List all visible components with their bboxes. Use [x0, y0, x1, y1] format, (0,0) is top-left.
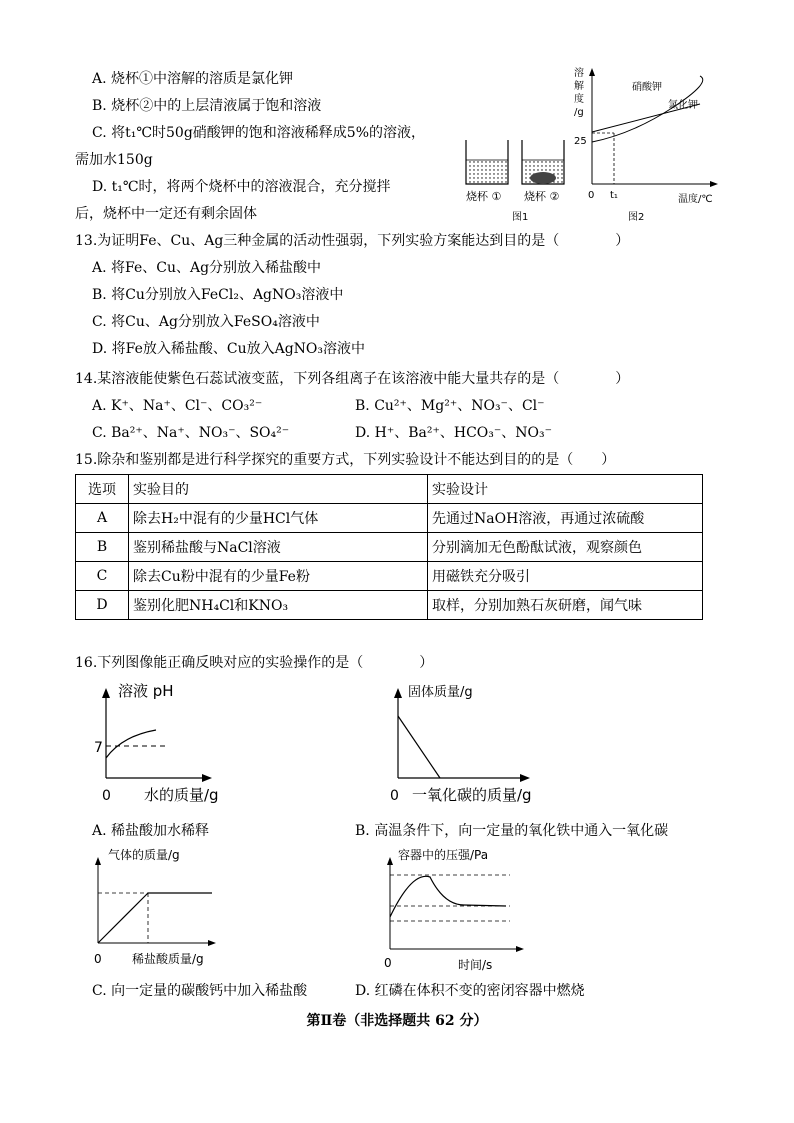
q13-option-d: D. 将Fe放入稀盐酸、Cu放入AgNO₃溶液中	[92, 341, 365, 357]
graph-a-caption: A. 稀盐酸加水稀释	[92, 823, 210, 839]
row-d-option: D	[76, 591, 129, 620]
graph-d-ylabel: 容器中的压强/Pa	[398, 848, 489, 862]
graph-c-rising-line	[98, 893, 148, 943]
beaker-2	[522, 140, 564, 184]
table-row	[76, 562, 703, 591]
row-c-purpose: 除去Cu粉中混有的少量Fe粉	[129, 562, 428, 591]
q13-option-b: B. 将Cu分别放入FeCl₂、AgNO₃溶液中	[92, 287, 344, 303]
graph-a-ph-dilution	[92, 680, 242, 808]
graph-a-xlabel: 水的质量/g	[144, 786, 219, 804]
graph-d-caption: D. 红磷在体积不变的密闭容器中燃烧	[355, 983, 585, 999]
q15-experiment-table	[75, 474, 703, 620]
q14-option-d: D. H⁺、Ba²⁺、HCO₃⁻、NO₃⁻	[355, 425, 552, 441]
graph-d-xlabel: 时间/s	[458, 958, 493, 972]
graph-a-ylabel: 溶液 pH	[118, 682, 174, 700]
row-a-option: A	[76, 504, 129, 533]
table-row	[76, 591, 703, 620]
q12-option-a: A. 烧杯①中溶解的溶质是氯化钾	[92, 71, 294, 87]
graph-b-line	[398, 716, 440, 778]
q15-stem: 15.除杂和鉴别都是进行科学探究的重要方式，下列实验设计不能达到目的的是（ ）	[75, 452, 616, 468]
table-header-row	[76, 475, 703, 504]
table-row	[76, 504, 703, 533]
q12-option-c-line1: C. 将t₁℃时50g硝酸钾的饱和溶液稀释成5%的溶液，	[92, 125, 425, 141]
q12-option-c-line2: 需加水150g	[75, 152, 153, 168]
q14-option-a: A. K⁺、Na⁺、Cl⁻、CO₃²⁻	[92, 398, 263, 414]
fig2-t1: t₁	[610, 190, 618, 201]
q16-stem: 16.下列图像能正确反映对应的实验操作的是（ ）	[75, 655, 434, 671]
header-design: 实验设计	[428, 475, 703, 504]
row-b-purpose: 鉴别稀盐酸与NaCl溶液	[129, 533, 428, 562]
fig2-ylabel-2: 解	[574, 81, 584, 92]
q14-option-c: C. Ba²⁺、Na⁺、NO₃⁻、SO₄²⁻	[92, 425, 290, 441]
q13-option-c: C. 将Cu、Ag分别放入FeSO₄溶液中	[92, 314, 320, 330]
header-purpose: 实验目的	[129, 475, 428, 504]
header-option: 选项	[76, 475, 129, 504]
q14-stem: 14.某溶液能使紫色石蕊试液变蓝，下列各组离子在该溶液中能大量共存的是（ ）	[75, 371, 630, 387]
figure-1-beakers	[460, 132, 580, 227]
graph-c-caption: C. 向一定量的碳酸钙中加入稀盐酸	[92, 983, 308, 999]
graph-b-origin: 0	[390, 788, 399, 804]
row-c-option: C	[76, 562, 129, 591]
row-a-design: 先通过NaOH溶液，再通过浓硫酸	[428, 504, 703, 533]
fig2-kcl-label: 氯化钾	[668, 100, 698, 111]
q12-option-d-line1: D. t₁℃时，将两个烧杯中的溶液混合，充分搅拌	[92, 179, 391, 195]
beaker-2-label: 烧杯 ②	[524, 190, 560, 203]
fig2-ylabel-1: 溶	[574, 68, 584, 79]
fig2-ylabel-4: /g	[574, 107, 584, 118]
figure-2-solubility-chart	[572, 64, 722, 224]
row-b-design: 分别滴加无色酚酞试液，观察颜色	[428, 533, 703, 562]
row-d-purpose: 鉴别化肥NH₄Cl和KNO₃	[129, 591, 428, 620]
beaker-1	[466, 140, 508, 184]
graph-c-gas-mass	[88, 845, 218, 970]
graph-a-origin: 0	[102, 788, 111, 804]
fig2-origin: 0	[588, 190, 595, 201]
graph-b-caption: B. 高温条件下，向一定量的氧化铁中通入一氧化碳	[355, 823, 669, 839]
fig2-y25-label: 25	[574, 136, 587, 147]
row-b-option: B	[76, 533, 129, 562]
graph-a-curve	[106, 730, 156, 758]
graph-c-ylabel: 气体的质量/g	[108, 848, 180, 862]
graph-b-solid-mass	[384, 680, 544, 808]
figure-2-caption: 图2	[628, 212, 645, 223]
q14-option-b: B. Cu²⁺、Mg²⁺、NO₃⁻、Cl⁻	[355, 398, 545, 414]
row-c-design: 用磁铁充分吸引	[428, 562, 703, 591]
row-d-design: 取样，分别加熟石灰研磨，闻气味	[428, 591, 703, 620]
fig2-ylabel-3: 度	[574, 94, 584, 105]
q13-option-a: A. 将Fe、Cu、Ag分别放入稀盐酸中	[92, 260, 322, 276]
beaker-1-label: 烧杯 ①	[466, 190, 502, 203]
fig2-xlabel: 温度/℃	[678, 194, 713, 205]
graph-a-y7: 7	[94, 740, 103, 756]
figure-1-caption: 图1	[512, 212, 529, 223]
row-a-purpose: 除去H₂中混有的少量HCl气体	[129, 504, 428, 533]
q12-option-d-line2: 后，烧杯中一定还有剩余固体	[75, 206, 257, 222]
graph-d-pressure	[378, 845, 528, 973]
section-2-title: 第Ⅱ卷（非选择题共 62 分）	[306, 1013, 488, 1029]
fig2-kno3-label: 硝酸钾	[632, 82, 662, 93]
graph-b-xlabel: 一氧化碳的质量/g	[412, 786, 532, 804]
graph-c-xlabel: 稀盐酸质量/g	[132, 952, 204, 966]
graph-c-origin: 0	[94, 952, 102, 966]
graph-d-origin: 0	[384, 956, 392, 970]
graph-d-curve	[390, 876, 506, 917]
table-row	[76, 533, 703, 562]
graph-b-ylabel: 固体质量/g	[408, 685, 473, 700]
q12-option-b: B. 烧杯②中的上层清液属于饱和溶液	[92, 98, 322, 114]
q13-stem: 13.为证明Fe、Cu、Ag三种金属的活动性强弱，下列实验方案能达到目的是（ ）	[75, 233, 630, 249]
